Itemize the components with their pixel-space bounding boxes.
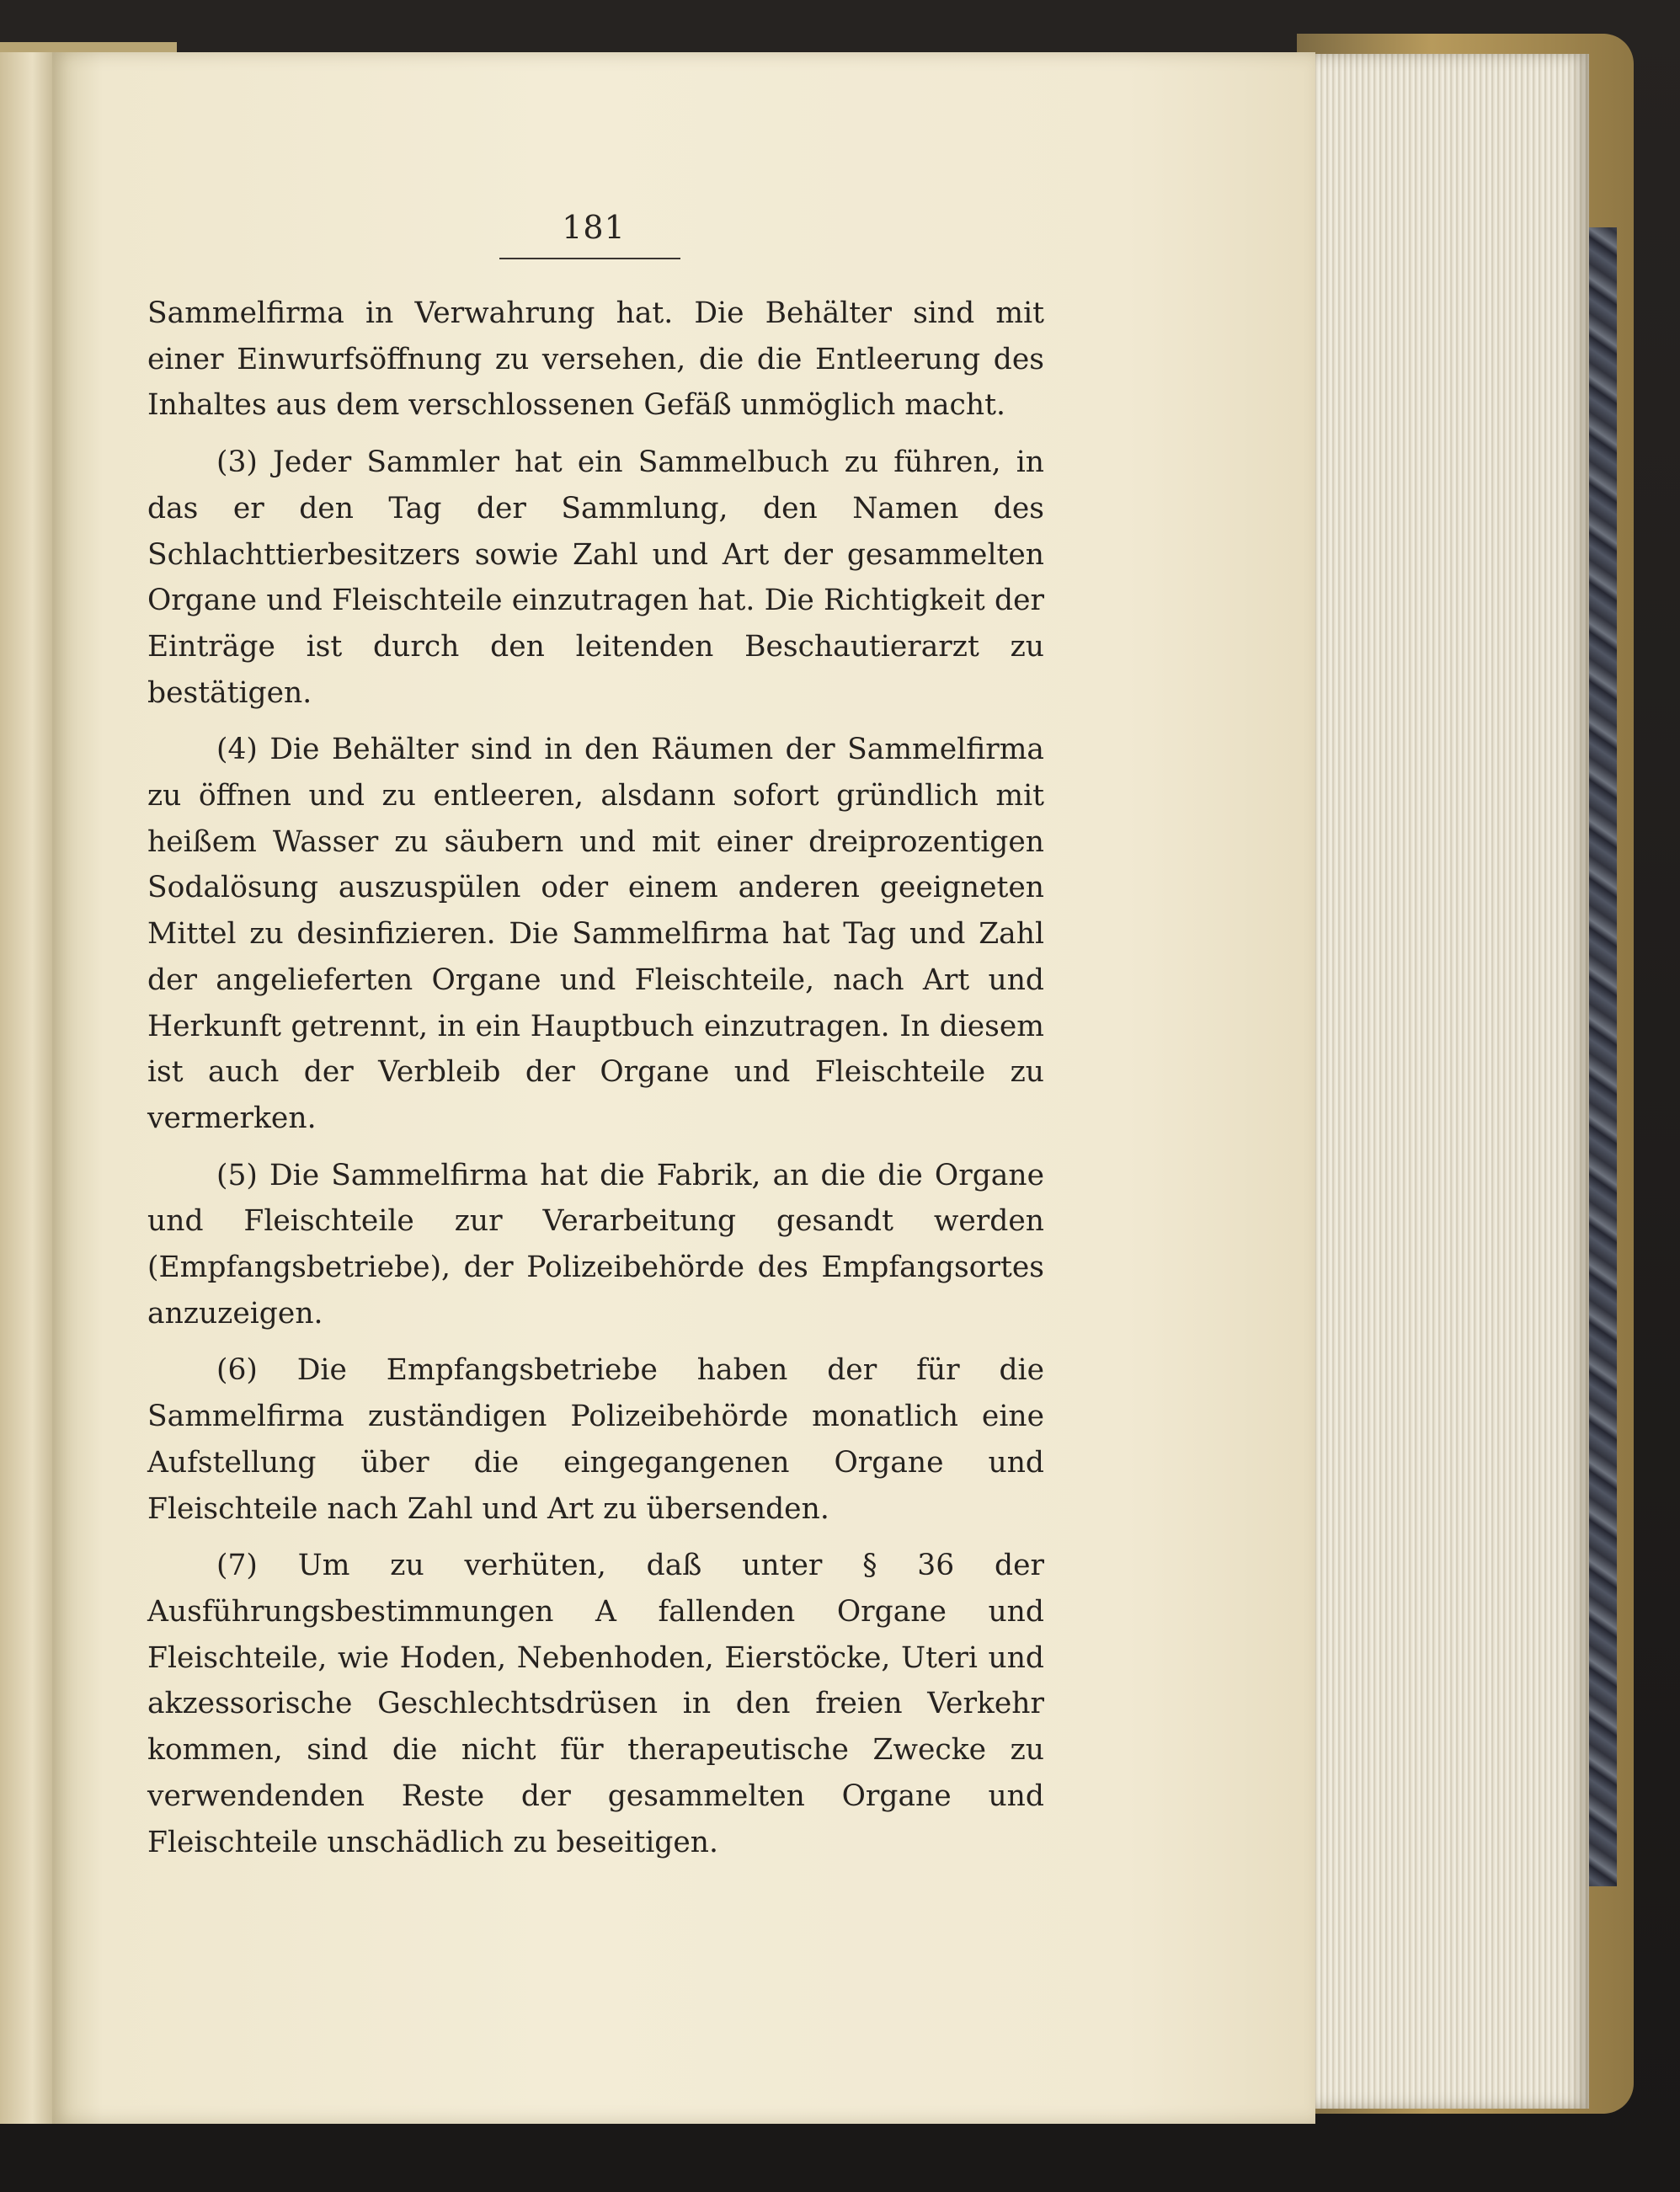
body-text: [147, 291, 1044, 1876]
paragraph-3: (3) Jeder Sammler hat ein Sammelbuch zu führen, in das er den Tag der Sammlung, den Namen des Schlachttierbesitzers sowie Zahl und Art der gesammelten Organe und Fleischteile einzutragen hat. Die Richtigkeit der Einträge ist durch den leitenden Beschautierarzt zu bestätigen.: [147, 445, 1044, 710]
paragraph-5: (5) Die Sammelfirma hat die Fabrik, an die die Organe und Fleischteile zur Verarbeitung gesandt werden (Empfangsbetriebe), der Polizeibehörde des Empfangsortes anzuzeigen.: [147, 1158, 1044, 1331]
paragraph-continuation: Sammelfirma in Verwahrung hat. Die Behälter sind mit einer Einwurfsöffnung zu versehen, die die Entleerung des Inhaltes aus dem verschlossenen Gefäß unmöglich macht.: [147, 296, 1044, 423]
book-block-page-edges: [1309, 54, 1589, 2109]
paragraph-6: (6) Die Empfangsbetriebe haben der für die Sammelfirma zuständigen Polizeibehörde monatlich eine Aufstellung über die eingegangenen Organe und Fleischteile nach Zahl und Art zu übersenden.: [147, 1353, 1044, 1526]
paragraph-4: (4) Die Behälter sind in den Räumen der Sammelfirma zu öffnen und zu entleeren, alsdann sofort gründlich mit heißem Wasser zu säubern und mit einer dreiprozentigen Sodalösung auszuspülen oder einem anderen geeigneten Mittel zu desinfizieren. Die Sammelfirma hat Tag und Zahl der angelieferten Organe und Fleischteile, nach Art und Herkunft getrennt, in ein Hauptbuch einzutragen. In diesem ist auch der Verbleib der Organe und Fleischteile zu vermerken.: [147, 733, 1044, 1135]
paragraph-7: (7) Um zu verhüten, daß unter § 36 der Ausführungsbestimmungen A fallenden Organe und Fleischteile, wie Hoden, Nebenhoden, Eierstöcke, Uteri und akzessorische Geschlechtsdrüsen in den freien Verkehr kommen, sind die nicht für therapeutische Zwecke zu verwendenden Reste der gesammelten Organe und Fleischteile unschädlich zu beseitigen.: [147, 1549, 1044, 1859]
header-rule: [499, 258, 680, 259]
page-number: 181: [562, 209, 626, 246]
